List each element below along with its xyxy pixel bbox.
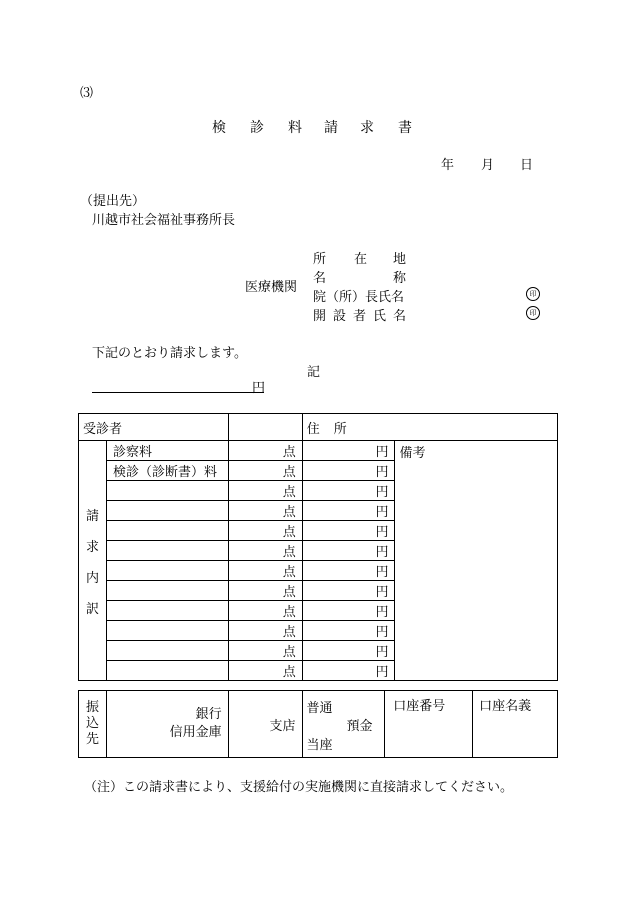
yen-cell[interactable] <box>302 581 395 601</box>
ki-label: 記 <box>307 365 321 380</box>
name-char: 称 <box>393 271 407 286</box>
claim-char: 請 <box>85 508 99 524</box>
points-unit: 点 <box>282 465 296 480</box>
bank-table <box>78 690 558 758</box>
account-number-field[interactable] <box>385 691 473 758</box>
yen-cell[interactable] <box>302 661 395 681</box>
branch-label: 支店 <box>269 718 296 734</box>
yen-cell[interactable] <box>302 621 395 641</box>
address-char: 所 <box>313 252 327 267</box>
points-unit: 点 <box>282 665 296 680</box>
shinkin-label: 信用金庫 <box>169 725 222 740</box>
address-char: 地 <box>393 252 407 267</box>
points-unit: 点 <box>282 605 296 620</box>
claim-item[interactable] <box>106 641 228 661</box>
title-char: 検 <box>212 120 226 136</box>
yen-unit: 円 <box>375 485 389 500</box>
yen-cell[interactable] <box>302 561 395 581</box>
yen-unit: 円 <box>375 625 389 640</box>
claim-item[interactable] <box>106 621 228 641</box>
points-cell[interactable] <box>228 461 302 481</box>
points-cell[interactable] <box>228 561 302 581</box>
account-number-label: 口座番号 <box>393 699 446 714</box>
yen-unit: 円 <box>375 525 389 540</box>
points-unit: 点 <box>282 565 296 580</box>
points-cell[interactable] <box>228 521 302 541</box>
yen-cell[interactable] <box>302 601 395 621</box>
submit-to-name: 川越市社会福祉事務所長 <box>92 213 236 228</box>
patient-name-field[interactable] <box>228 414 302 441</box>
patient-address-label <box>307 418 349 437</box>
claim-char: 内 <box>85 570 99 586</box>
director-label: 院（所）長氏名 <box>313 290 405 305</box>
yen-unit: 円 <box>375 465 389 480</box>
points-cell[interactable] <box>228 621 302 641</box>
account-name-field[interactable] <box>473 691 558 758</box>
yen-unit: 円 <box>375 605 389 620</box>
transfer-char: 込 <box>85 716 99 731</box>
yen-unit: 円 <box>375 565 389 580</box>
institution-label: 医療機関 <box>245 280 298 295</box>
date-month: 月 <box>481 158 495 173</box>
points-cell[interactable] <box>228 661 302 681</box>
claim-item[interactable] <box>106 521 228 541</box>
claim-item[interactable] <box>106 581 228 601</box>
touza-label: 当座 <box>306 738 333 753</box>
claim-item[interactable] <box>106 481 228 501</box>
claim-item[interactable]: 検診（診断書）料 <box>106 461 228 481</box>
yen-unit: 円 <box>375 545 389 560</box>
submit-to-label: （提出先） <box>80 194 146 209</box>
founder-char: 者 <box>353 309 367 324</box>
title-char: 診 <box>250 120 264 136</box>
points-unit: 点 <box>282 505 296 520</box>
claim-breakdown-label <box>79 441 107 681</box>
branch-field[interactable] <box>228 691 302 758</box>
points-unit: 点 <box>282 525 296 540</box>
deposit-label: 預金 <box>346 719 373 734</box>
points-cell[interactable] <box>228 641 302 661</box>
remarks-cell[interactable] <box>395 441 558 681</box>
claim-item[interactable] <box>106 561 228 581</box>
points-cell[interactable] <box>228 441 302 461</box>
date-year: 年 <box>441 158 455 173</box>
yen-unit: 円 <box>375 665 389 680</box>
bank-label: 銀行 <box>195 707 222 722</box>
points-cell[interactable] <box>228 481 302 501</box>
yen-cell[interactable] <box>302 461 395 481</box>
transfer-char: 振 <box>85 700 99 715</box>
yen-cell[interactable] <box>302 501 395 521</box>
account-name-label: 口座名義 <box>479 699 532 714</box>
points-cell[interactable] <box>228 541 302 561</box>
yen-cell[interactable] <box>302 441 395 461</box>
futsu-label: 普通 <box>306 701 333 716</box>
yen-unit: 円 <box>375 445 389 460</box>
footnote: （注）この請求書により、支援給付の実施機関に直接請求してください。 <box>84 780 514 795</box>
yen-cell[interactable] <box>302 481 395 501</box>
claim-char: 求 <box>85 539 99 555</box>
title-char: 料 <box>288 120 302 136</box>
title-char: 書 <box>398 120 412 136</box>
seal-mark: 印 <box>526 306 540 320</box>
founder-char: 氏 <box>373 309 387 324</box>
claim-rows <box>79 441 558 681</box>
title-char: 求 <box>360 120 374 136</box>
points-unit: 点 <box>282 625 296 640</box>
remarks-label: 備考 <box>399 446 426 461</box>
points-unit: 点 <box>282 645 296 660</box>
claim-table <box>78 413 558 681</box>
points-cell[interactable] <box>228 581 302 601</box>
bank-name-field[interactable] <box>106 691 228 758</box>
intro-text: 下記のとおり請求します。 <box>92 346 247 361</box>
founder-char: 開 <box>313 309 327 324</box>
points-cell[interactable] <box>228 601 302 621</box>
address-label-char: 所 <box>333 421 347 437</box>
claim-item[interactable] <box>106 661 228 681</box>
points-unit: 点 <box>282 545 296 560</box>
yen-unit: 円 <box>375 505 389 520</box>
claim-item[interactable] <box>106 601 228 621</box>
points-unit: 点 <box>282 485 296 500</box>
founder-char: 名 <box>393 309 407 324</box>
transfer-label <box>79 691 107 758</box>
title-char: 請 <box>324 120 338 136</box>
claim-char: 訳 <box>85 601 99 617</box>
name-char: 名 <box>313 271 327 286</box>
patient-label: 受診者 <box>83 421 123 437</box>
points-cell[interactable] <box>228 501 302 521</box>
date-day: 日 <box>520 158 534 173</box>
account-type-field[interactable] <box>302 691 385 758</box>
claim-item[interactable] <box>106 501 228 521</box>
points-unit: 点 <box>282 585 296 600</box>
claim-row <box>79 441 558 461</box>
yen-cell[interactable] <box>302 541 395 561</box>
yen-unit: 円 <box>375 645 389 660</box>
claim-item[interactable] <box>106 541 228 561</box>
claim-item[interactable]: 診察料 <box>106 441 228 461</box>
address-label-char: 住 <box>306 421 320 437</box>
amount-yen: 円 <box>252 381 266 396</box>
amount-line <box>92 392 264 393</box>
yen-cell[interactable] <box>302 521 395 541</box>
address-char: 在 <box>354 252 368 267</box>
yen-cell[interactable] <box>302 641 395 661</box>
seal-mark: 印 <box>526 287 540 301</box>
transfer-char: 先 <box>85 732 99 747</box>
yen-unit: 円 <box>375 585 389 600</box>
founder-char: 設 <box>333 309 347 324</box>
section-number: ⑶ <box>80 86 94 101</box>
points-unit: 点 <box>282 445 296 460</box>
